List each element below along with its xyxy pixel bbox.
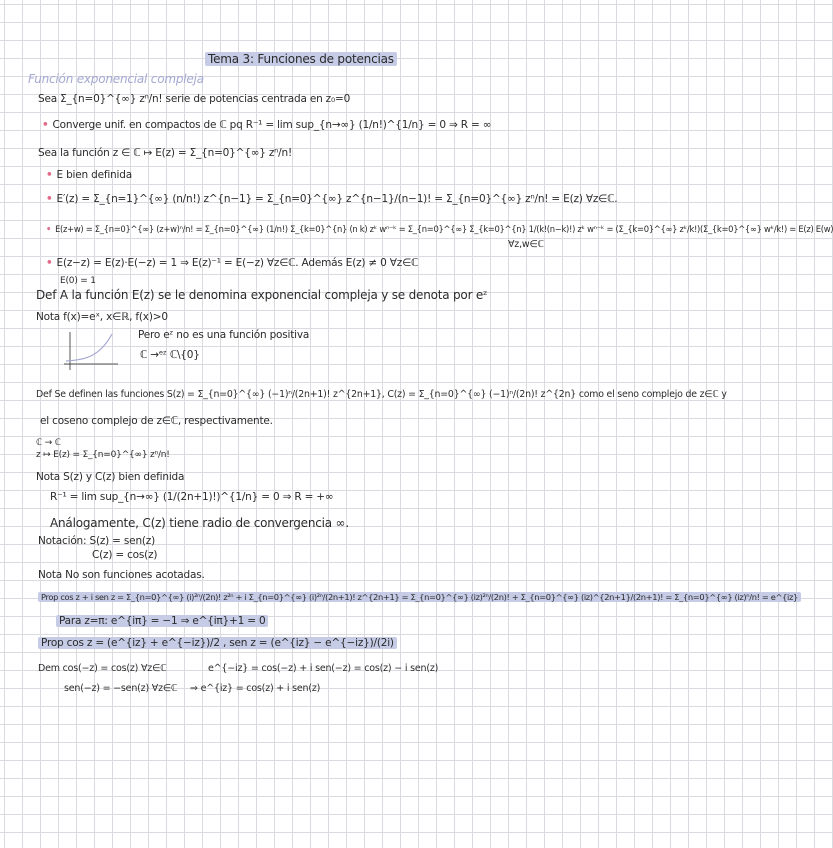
line-def-sin-cos: Def Se definen las funciones S(z) = Σ_{n=0}^{∞} (−1)ⁿ/(2n+1)! z^{2n+1}, C(z) = Σ_{n=0}^{∞} (−1)ⁿ/(2n)! z^{2n} como el seno complejo de z∈ℂ y bbox=[36, 389, 727, 400]
line-series: Sea Σ_{n=0}^{∞} zⁿ/n! serie de potencias centrada en z₀=0 bbox=[38, 93, 351, 105]
line-sum-rule: E(z+w) = Σ_{n=0}^{∞} (z+w)ⁿ/n! = Σ_{n=0}^{∞} (1/n!) Σ_{k=0}^{n} (n k) zᵏ wⁿ⁻ᵏ = Σ_{n=0}^{∞} Σ_{k=0}^{n} 1/(k!(n−k)!) zᵏ wⁿ⁻ᵏ = (Σ_{k=0}^{∞} zᵏ/k!)(Σ_{k=0}^{∞} wᵏ/k!) = E(z) E(w) bbox=[55, 224, 833, 234]
line-dem-cos: Dem cos(−z) = cos(z) ∀z∈ℂ bbox=[38, 663, 167, 674]
line-derivative: E′(z) = Σ_{n=1}^{∞} (n/n!) z^{n−1} = Σ_{n=0}^{∞} z^{n−1}/(n−1)! = Σ_{n=0}^{∞} zⁿ/n! = E(z) ∀z∈ℂ. bbox=[56, 193, 618, 205]
line-analog: Análogamente, C(z) tiene radio de convergencia ∞. bbox=[50, 516, 349, 530]
line-nota-real: Nota f(x)=eˣ, x∈ℝ, f(x)>0 bbox=[36, 311, 168, 323]
line-image: ℂ →ᵉᶻ ℂ\{0} bbox=[140, 349, 200, 361]
line-prop-cos-sen bbox=[38, 636, 397, 650]
bullet-derivative bbox=[46, 192, 617, 206]
bullet-icon: • bbox=[46, 224, 52, 234]
line-nota-bounded: Nota No son funciones acotadas. bbox=[38, 569, 205, 581]
section-heading: Función exponencial compleja bbox=[28, 72, 204, 86]
line-converge: Converge unif. en compactos de ℂ pq R⁻¹ = lim sup_{n→∞} (1/n!)^{1/n} = 0 ⇒ R = ∞ bbox=[52, 119, 492, 131]
line-def-exponential: Def A la función E(z) se le denomina exponencial compleja y se denota por eᶻ bbox=[36, 288, 488, 302]
line-dem-sen: sen(−z) = −sen(z) ∀z∈ℂ bbox=[64, 683, 178, 694]
line-dem-exp-neg: e^{−iz} = cos(−z) + i sen(−z) = cos(z) − i sen(z) bbox=[208, 663, 439, 674]
bullet-converge bbox=[42, 118, 491, 132]
euler-formula: Prop cos z + i sen z = Σ_{n=0}^{∞} (i)²ⁿ/(2n)! z²ⁿ + i Σ_{n=0}^{∞} (i)²ⁿ/(2n+1)! z^{2n+1} = Σ_{n=0}^{∞} (iz)²ⁿ/(2n)! + Σ_{n=0}^{∞} (iz)^{2n+1}/(2n+1)! = Σ_{n=0}^{∞} (iz)ⁿ/n! = e^{iz} bbox=[38, 592, 801, 602]
bullet-sum-rule bbox=[46, 222, 833, 236]
bullet-inverse bbox=[46, 256, 418, 270]
bullet-icon: • bbox=[46, 193, 53, 205]
page-title: Tema 3: Funciones de potencias bbox=[205, 52, 397, 66]
line-E0: E(0) = 1 bbox=[60, 276, 96, 286]
line-sum-rule-quantifier: ∀z,w∈ℂ bbox=[508, 239, 544, 250]
line-prop-euler bbox=[38, 590, 801, 604]
line-def-sin-cos-2: el coseno complejo de z∈ℂ, respectivamente. bbox=[40, 415, 273, 427]
bullet-icon: • bbox=[46, 257, 53, 269]
line-map-2: z ↦ E(z) = Σ_{n=0}^{∞} zⁿ/n! bbox=[36, 450, 170, 460]
euler-identity: Para z=π: e^{iπ} = −1 ⇒ e^{iπ}+1 = 0 bbox=[56, 615, 268, 627]
bullet-welldef bbox=[46, 168, 132, 182]
line-def-E: Sea la función z ∈ ℂ ↦ E(z) = Σ_{n=0}^{∞} zⁿ/n! bbox=[38, 147, 292, 159]
line-dem-exp-pos: ⇒ e^{iz} = cos(z) + i sen(z) bbox=[190, 683, 321, 694]
line-welldef: E bien definida bbox=[56, 169, 132, 181]
line-inverse: E(z−z) = E(z)·E(−z) = 1 ⇒ E(z)⁻¹ = E(−z) ∀z∈ℂ. Además E(z) ≠ 0 ∀z∈ℂ bbox=[56, 257, 419, 269]
bullet-icon: • bbox=[42, 119, 49, 131]
bullet-icon: • bbox=[46, 169, 53, 181]
line-notation-cos: C(z) = cos(z) bbox=[92, 549, 158, 561]
line-nota-welldef: Nota S(z) y C(z) bien definida bbox=[36, 471, 185, 483]
exp-graph bbox=[64, 330, 120, 376]
line-map-1: ℂ → ℂ bbox=[36, 438, 61, 448]
line-radius: R⁻¹ = lim sup_{n→∞} (1/(2n+1)!)^{1/n} = 0 ⇒ R = +∞ bbox=[50, 491, 334, 503]
line-not-positive: Pero eᶻ no es una función positiva bbox=[138, 329, 310, 341]
line-euler-identity bbox=[56, 614, 268, 628]
cos-sen-formula: Prop cos z = (e^{iz} + e^{−iz})/2 , sen z = (e^{iz} − e^{−iz})/(2i) bbox=[38, 637, 397, 649]
line-notation-sen: Notación: S(z) = sen(z) bbox=[38, 535, 156, 547]
